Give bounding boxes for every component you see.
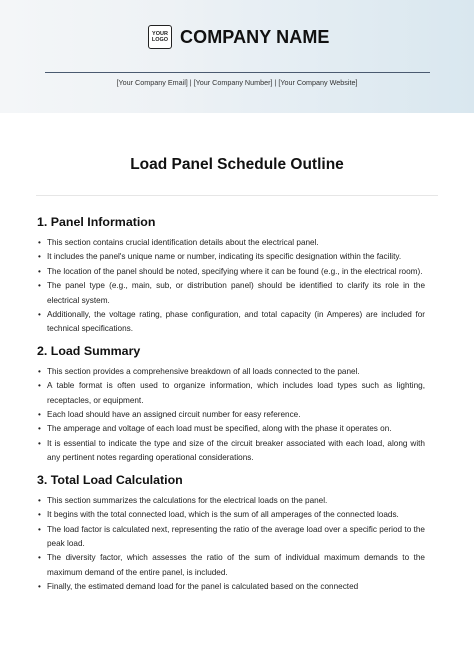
list-item: • This section summarizes the calculations for the electrical loads on the panel.	[37, 494, 425, 508]
list-item: • The panel type (e.g., main, sub, or distribution panel) should be identified to clarify its role in the electrical system.	[37, 279, 425, 308]
section-heading: 1. Panel Information	[37, 215, 156, 229]
list-item: • The load factor is calculated next, representing the ratio of the average load over a specific period to the peak load.	[37, 523, 425, 552]
section-heading: 2. Load Summary	[37, 343, 141, 358]
company-name: COMPANY NAME	[180, 26, 330, 47]
list-item: • Finally, the estimated demand load for the panel is calculated based on the connected	[37, 580, 425, 594]
company-logo	[148, 25, 172, 49]
list-item: • This section provides a comprehensive breakdown of all loads connected to the panel.	[37, 365, 425, 379]
bullet-list	[37, 494, 425, 595]
document-title: Load Panel Schedule Outline	[130, 156, 344, 173]
company-contact-line: [Your Company Email] | [Your Company Number] | [Your Company Website]	[116, 78, 358, 87]
list-item: • This section contains crucial identification details about the electrical panel.	[37, 236, 425, 250]
section-load-summary	[37, 343, 425, 466]
header-divider	[45, 72, 430, 73]
logo-text-line1: YOUR	[152, 31, 168, 37]
brand-row	[148, 25, 330, 49]
list-item: • It includes the panel's unique name or number, indicating its specific designation within the facility.	[37, 250, 425, 264]
document-header	[0, 0, 474, 113]
bullet-list	[37, 365, 425, 466]
list-item: • The diversity factor, which assesses the ratio of the sum of individual maximum demands to the maximum demand of the entire panel, is included.	[37, 551, 425, 580]
section-heading: 3. Total Load Calculation	[37, 472, 183, 487]
list-item: • Additionally, the voltage rating, phase configuration, and total capacity (in Amperes) are included for technical specifications.	[37, 308, 425, 337]
logo-text-line2: LOGO	[151, 37, 169, 43]
list-item: • A table format is often used to organize information, which includes load types such as lighting, receptacles, or equipment.	[37, 379, 425, 408]
list-item: • The location of the panel should be noted, specifying where it can be found (e.g., in the electrical room).	[37, 265, 425, 279]
list-item: • Each load should have an assigned circuit number for easy reference.	[37, 408, 425, 422]
title-divider	[36, 195, 438, 196]
document-body	[37, 214, 425, 601]
section-panel-information	[37, 214, 425, 337]
bullet-list	[37, 236, 425, 337]
list-item: • It is essential to indicate the type and size of the circuit breaker associated with each load, along with any pertinent notes regarding operational considerations.	[37, 437, 425, 466]
list-item: • The amperage and voltage of each load must be specified, along with the phase it operates on.	[37, 422, 425, 436]
section-total-load-calculation	[37, 472, 425, 595]
list-item: • It begins with the total connected load, which is the sum of all amperages of the connected loads.	[37, 508, 425, 522]
